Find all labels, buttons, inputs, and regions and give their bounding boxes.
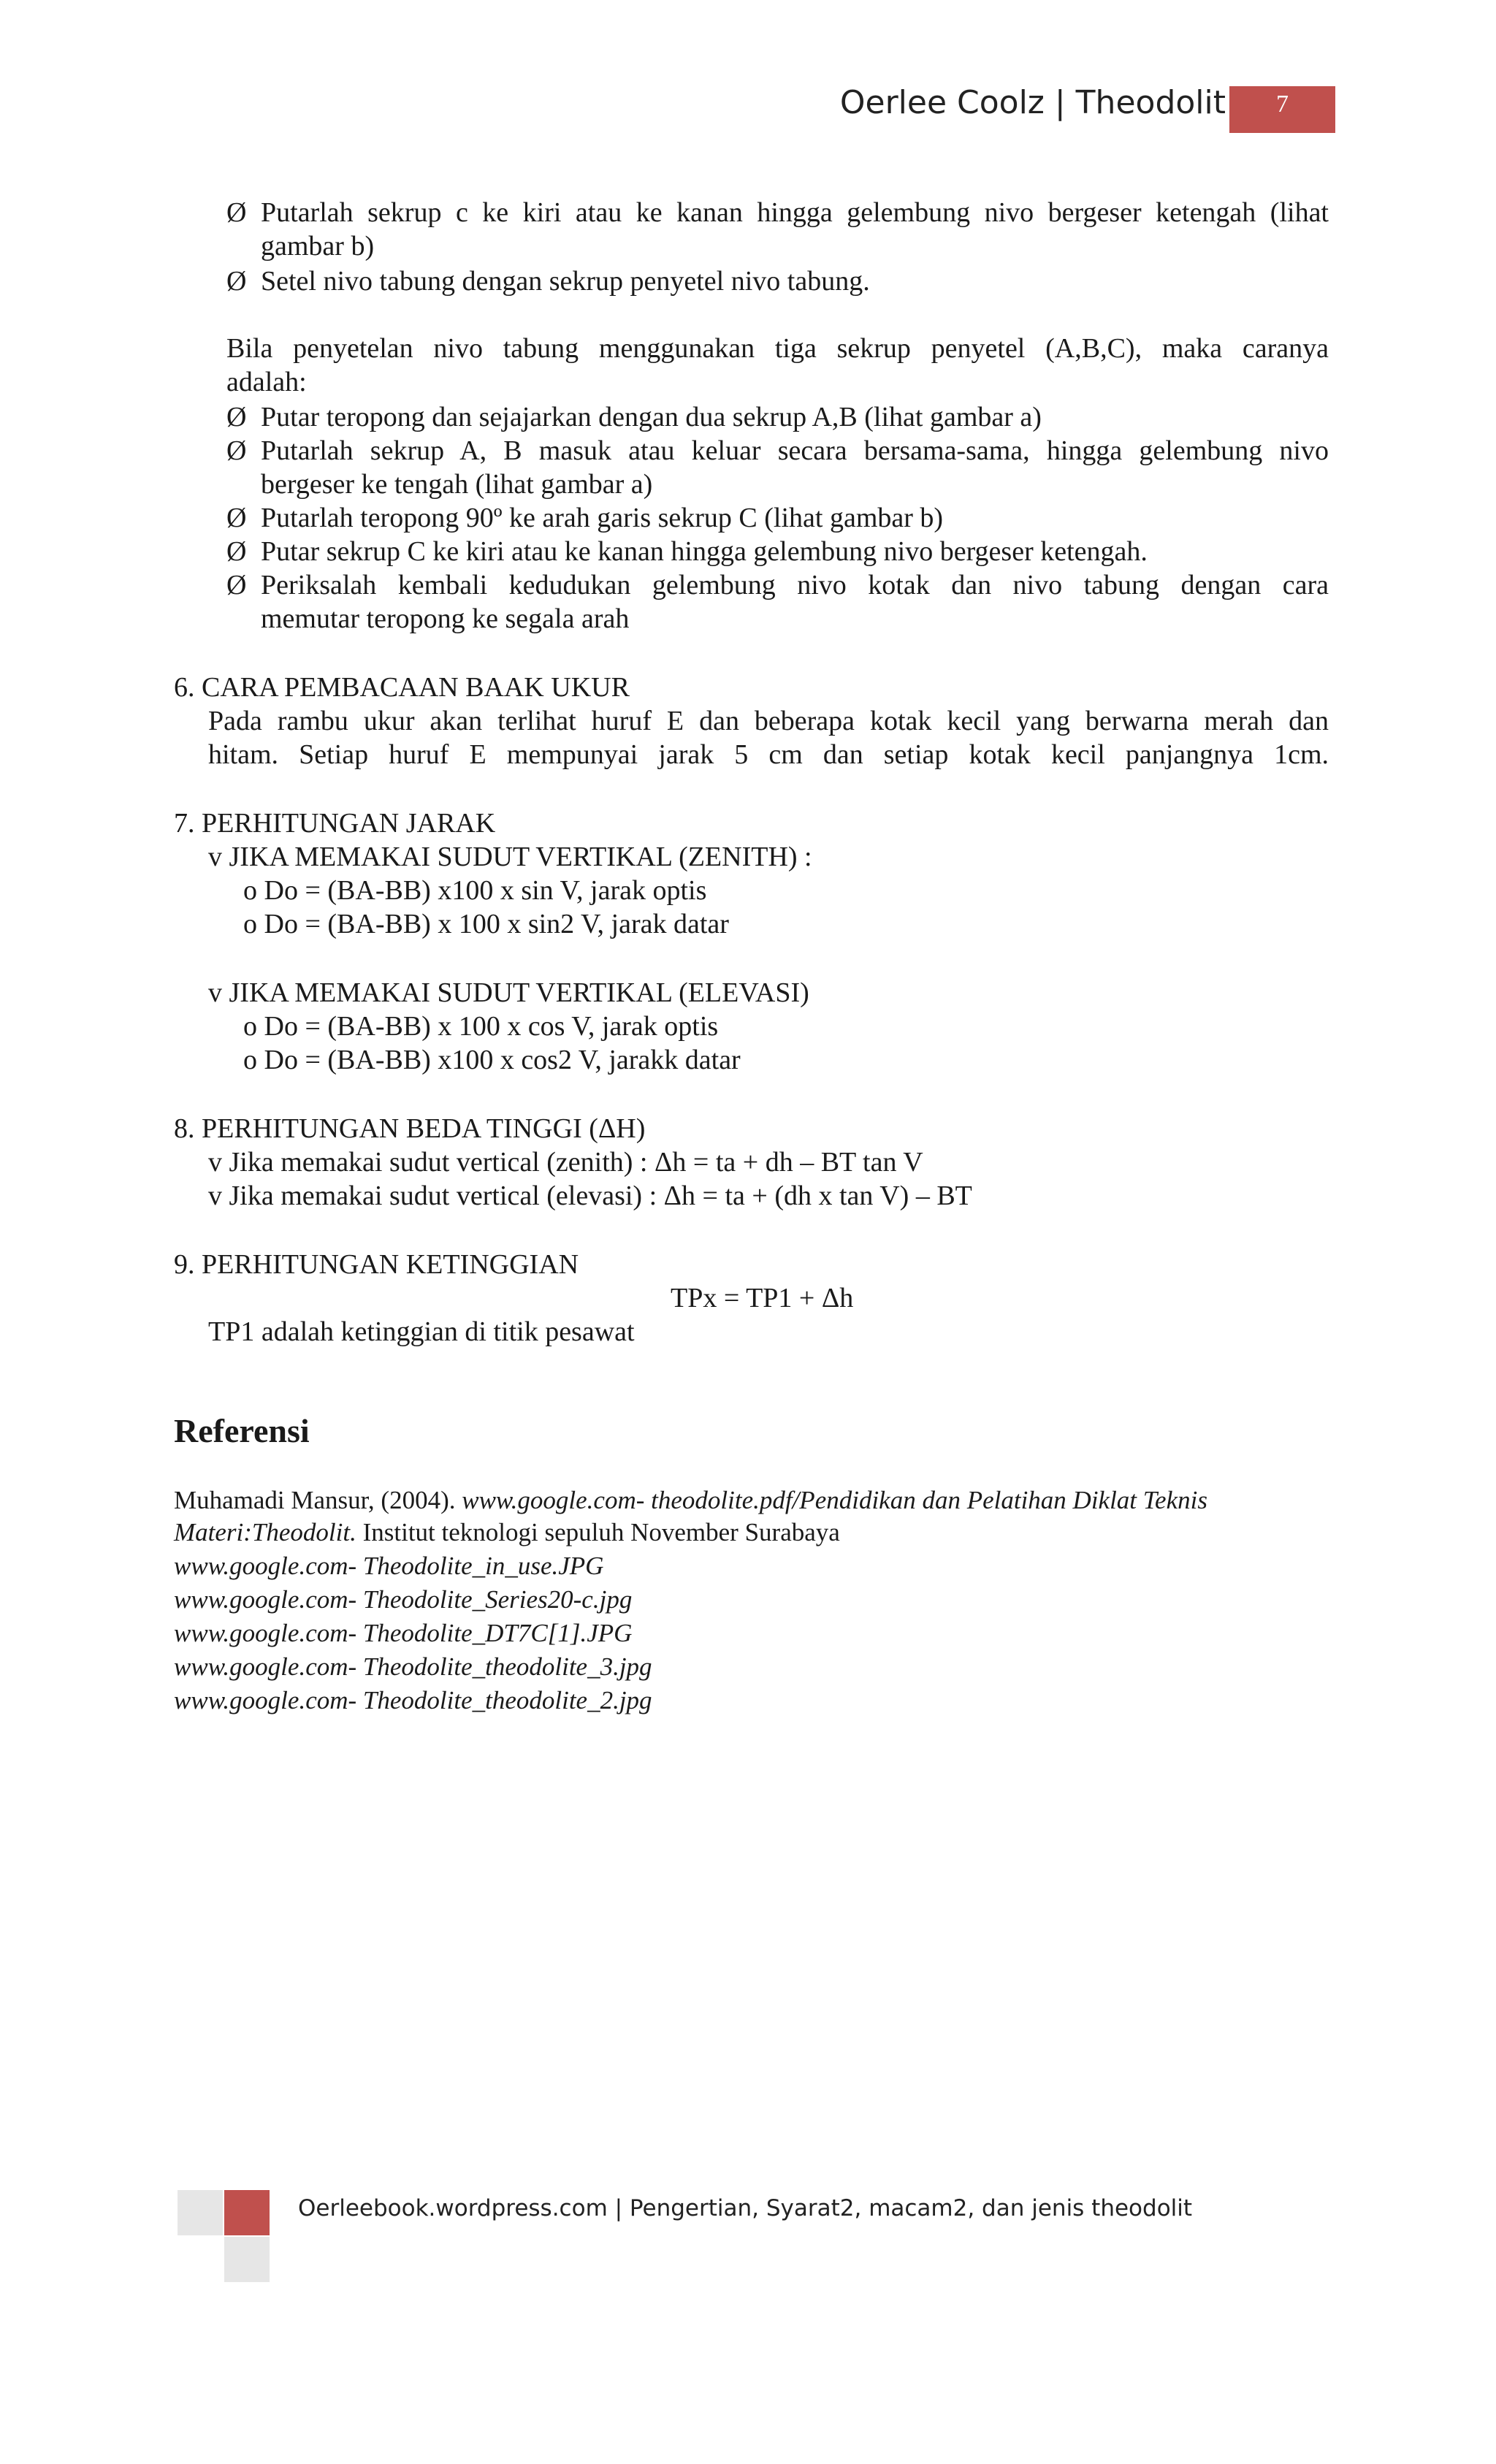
section-8-item-2: v Jika memakai sudut vertical (elevasi) : Δh = ta + (dh x tan V) – BT — [208, 1180, 972, 1211]
abc-step-1: Putar teropong dan sejajarkan dengan dua sekrup A,B (lihat gambar a) — [261, 402, 1042, 432]
abc-intro-line1: Bila penyetelan nivo tabung menggunakan tiga sekrup penyetel (A,B,C), maka caranya — [226, 333, 1329, 364]
section-6-line1: Pada rambu ukur akan terlihat huruf E dan beberapa kotak kecil yang berwarna merah dan — [208, 706, 1329, 736]
abc-step-2-line2: bergeser ke tengah (lihat gambar a) — [261, 469, 653, 500]
reference-1-author: Muhamadi Mansur, (2004). — [174, 1486, 462, 1514]
reference-1-title-a[interactable]: www.google.com- theodolite.pdf/Pendidikan dan Pelatihan Diklat Teknis — [462, 1486, 1207, 1514]
footer-text: Oerleebook.wordpress.com | Pengertian, Syarat2, macam2, dan jenis theodolit — [298, 2195, 1193, 2221]
reference-link[interactable] — [174, 1550, 603, 1582]
bullet-icon: Ø — [226, 266, 247, 297]
reference-1-line2 — [174, 1517, 840, 1549]
footer-red-square — [224, 2190, 270, 2235]
elevasi-title: v JIKA MEMAKAI SUDUT VERTIKAL (ELEVASI) — [208, 977, 809, 1008]
section-9-note: TP1 adalah ketinggian di titik pesawat — [208, 1316, 635, 1347]
reference-link[interactable] — [174, 1584, 632, 1616]
section-9-heading: 9. PERHITUNGAN KETINGGIAN — [174, 1249, 579, 1280]
bullet-icon: Ø — [226, 197, 247, 228]
references-heading: Referensi — [174, 1412, 310, 1449]
abc-step-4: Putar sekrup C ke kiri atau ke kanan hingga gelembung nivo bergeser ketengah. — [261, 536, 1148, 567]
bullet-icon: Ø — [226, 435, 247, 466]
bullet-icon: Ø — [226, 536, 247, 567]
reference-link[interactable] — [174, 1617, 632, 1649]
reference-1-publisher: Institut teknologi sepuluh November Surabaya — [356, 1518, 840, 1546]
zenith-formula-2: o Do = (BA-BB) x 100 x sin2 V, jarak datar — [243, 909, 729, 939]
footer-gray-square — [224, 2237, 270, 2282]
section-8-item-1: v Jika memakai sudut vertical (zenith) : Δh = ta + dh – BT tan V — [208, 1147, 923, 1178]
abc-step-3: Putarlah teropong 90º ke arah garis sekrup C (lihat gambar b) — [261, 503, 944, 533]
section-9-formula: TPx = TP1 + Δh — [671, 1283, 854, 1313]
abc-intro-line2: adalah: — [226, 367, 307, 397]
zenith-title: v JIKA MEMAKAI SUDUT VERTIKAL (ZENITH) : — [208, 842, 812, 872]
nivo-step-2: Setel nivo tabung dengan sekrup penyetel nivo tabung. — [261, 266, 870, 297]
section-6-line2: hitam. Setiap huruf E mempunyai jarak 5 cm dan setiap kotak kecil panjangnya 1cm. — [208, 739, 1329, 770]
abc-step-5-line1: Periksalah kembali kedudukan gelembung nivo kotak dan nivo tabung dengan cara — [261, 570, 1329, 600]
bullet-icon: Ø — [226, 402, 247, 432]
nivo-step-1-line1: Putarlah sekrup c ke kiri atau ke kanan hingga gelembung nivo bergeser ketengah (lihat — [261, 197, 1329, 228]
header-title: Oerlee Coolz | Theodolit — [839, 84, 1226, 121]
reference-link-text[interactable]: www.google.com- Theodolite_Series20-c.jpg — [174, 1585, 633, 1614]
abc-step-5-line2: memutar teropong ke segala arah — [261, 603, 630, 634]
bullet-icon: Ø — [226, 503, 247, 533]
reference-link-text[interactable]: www.google.com- Theodolite_theodolite_2.jpg — [174, 1686, 652, 1714]
section-6-heading: 6. CARA PEMBACAAN BAAK UKUR — [174, 672, 630, 703]
footer-gray-square — [178, 2190, 223, 2235]
bullet-icon: Ø — [226, 570, 247, 600]
reference-link-text[interactable]: www.google.com- Theodolite_DT7C[1].JPG — [174, 1619, 633, 1647]
page-number-badge — [1229, 86, 1335, 133]
reference-link[interactable] — [174, 1651, 652, 1683]
reference-link-text[interactable]: www.google.com- Theodolite_theodolite_3.jpg — [174, 1652, 652, 1681]
nivo-step-1-line2: gambar b) — [261, 231, 375, 262]
section-7-heading: 7. PERHITUNGAN JARAK — [174, 808, 496, 839]
reference-link[interactable] — [174, 1685, 652, 1717]
abc-step-2-line1: Putarlah sekrup A, B masuk atau keluar secara bersama-sama, hingga gelembung nivo — [261, 435, 1329, 466]
zenith-formula-1: o Do = (BA-BB) x100 x sin V, jarak optis — [243, 875, 707, 906]
reference-link-text[interactable]: www.google.com- Theodolite_in_use.JPG — [174, 1552, 604, 1580]
reference-1-line1 — [174, 1484, 1207, 1517]
page-number: 7 — [1276, 91, 1289, 118]
section-8-heading: 8. PERHITUNGAN BEDA TINGGI (ΔH) — [174, 1113, 646, 1144]
elevasi-formula-2: o Do = (BA-BB) x100 x cos2 V, jarakk datar — [243, 1045, 741, 1075]
reference-1-title-b: Materi:Theodolit. — [174, 1518, 356, 1546]
elevasi-formula-1: o Do = (BA-BB) x 100 x cos V, jarak optis — [243, 1011, 719, 1042]
